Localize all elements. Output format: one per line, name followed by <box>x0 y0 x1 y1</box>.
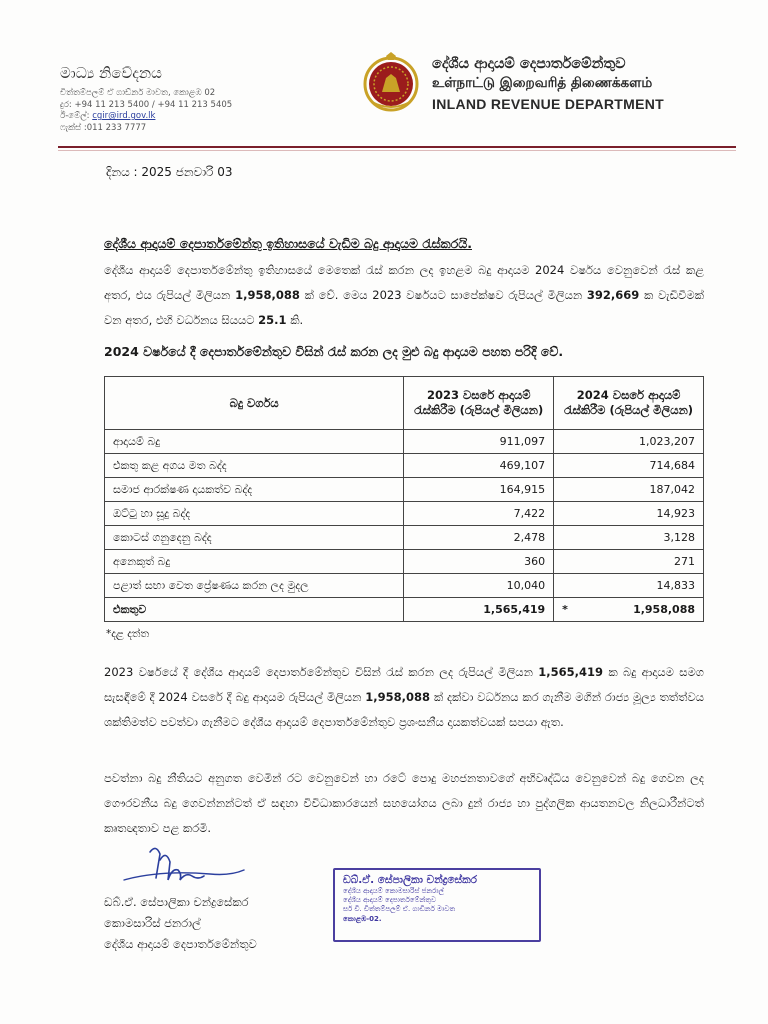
total-2024-cell <box>554 598 704 622</box>
total-2024-value: 1,958,088 <box>633 603 695 616</box>
tax-type-cell: ඔට්ටු හා සූදු බද්ද <box>105 502 404 526</box>
table-row <box>105 574 704 598</box>
email-label: ඊ-මේල්: <box>60 111 90 121</box>
total-label-cell: එකතුව <box>105 598 404 622</box>
header-2024: 2024 වසරේ ආදායම් රැස්කිරීම (රුපියල් මිලියන) <box>554 377 704 430</box>
p1-text-a: දේශීය ආදායම් දෙපාර්තමේන්තු ඉතිහාසයේ මෙතෙක් රැස් කරන ලද ඉහළම බදු ආදායම 2024 වර්ෂය වෙනුවෙන් රැස් කළ අතර, එය රුපියල් මිලියන <box>104 263 704 302</box>
tax-type-cell: ආදායම් බදු <box>105 430 404 454</box>
stamp-name: ඩබ්.ඒ. සේපාලිකා චන්ද්‍රසේකර <box>343 874 477 886</box>
table-row <box>105 430 704 454</box>
value-2023-cell: 469,107 <box>404 454 554 478</box>
value-2024-cell: 271 <box>554 550 704 574</box>
signatory-name: ඩබ්.ඒ. සේපාලිකා චන්ද්‍රසේකර <box>104 895 249 909</box>
paragraph-comparison <box>104 660 704 735</box>
p1-text-c: ක් වේ. මෙය 2023 වර්ෂයට සාපේක්ෂව රුපියල් මිලියන <box>299 288 587 302</box>
revenue-table <box>104 376 704 622</box>
dept-name-english: INLAND REVENUE DEPARTMENT <box>432 96 665 112</box>
handwritten-signature-icon <box>120 840 250 888</box>
header-divider <box>58 146 736 148</box>
table-row <box>105 502 704 526</box>
value-2024-cell: 714,684 <box>554 454 704 478</box>
signatory-department: දේශීය ආදායම් දෙපාර්තමේන්තුව <box>104 937 257 951</box>
paragraph-thanks: පවත්නා බදු නීතියට අනුගත වෙමින් රට වෙනුවෙන් හා රටේ පොදු මහජනතාවගේ අභිවෘද්ධිය වෙනුවෙන් බදු ගෙවන ලද ගෞරවනීය බදු ගෙවන්නන්ටත් ඒ සඳහා විවිධාකාරයෙන් සහයෝගය ලබා දුන් රාජ්‍ය හා පුද්ගලික ආයතනවල නිලධාරීන්ටත් කෘතඥතාව පළ කරමි. <box>104 771 704 835</box>
p1-text-g: කි. <box>286 313 304 327</box>
stamp-line-3: සර් චි. චිත්තම්පලම් ඒ. ගාඩිනර් මාවත <box>343 905 456 913</box>
department-names <box>432 56 732 112</box>
value-2023-cell: 10,040 <box>404 574 554 598</box>
stamp-line-2: දේශීය ආදායම් දෙපාර්තමේන්තුව <box>343 896 437 904</box>
value-2024-cell: 187,042 <box>554 478 704 502</box>
value-2024-cell: 14,833 <box>554 574 704 598</box>
release-date: දිනය : 2025 ජනවාරි 03 <box>106 165 233 179</box>
paragraph-summary <box>104 258 704 333</box>
phone-line: දුර: +94 11 213 5400 / +94 11 213 5405 <box>60 99 233 110</box>
tax-type-cell: අනෙකුත් බදු <box>105 550 404 574</box>
tax-type-cell: එකතු කළ අගය මත බද්ද <box>105 454 404 478</box>
table-intro: 2024 වර්ෂයේ දී දෙපාර්තමේන්තුව විසින් රැස් කරන ලද මුළු බදු ආදායම පහත පරිදි වේ. <box>104 344 564 359</box>
value-2024-cell: 14,923 <box>554 502 704 526</box>
dept-name-tamil: உள்நாட்டு இறைவரித் திணைக்களம் <box>432 75 653 91</box>
provisional-mark: * <box>562 603 568 616</box>
p2-total-2023: 1,565,419 <box>538 665 603 679</box>
email-line <box>60 111 360 123</box>
tax-type-cell: සමාජ ආරක්ෂණ දායකත්ව බද්ද <box>105 478 404 502</box>
table-row <box>105 526 704 550</box>
value-2023-cell: 911,097 <box>404 430 554 454</box>
address-line: චිත්තම්පලම් ඒ ගාඩ්නර් මාවත, කොළඹ 02 <box>60 88 216 98</box>
p1-growth-percent: 25.1 <box>258 313 287 327</box>
p2-text-c: ක බදු ආදායම සමග සැසඳීමේ දී 2024 වසරේ දී බදු ආදායම රුපියල් මිලියන <box>104 665 705 704</box>
media-release-label: මාධ්‍ය නිවේදනය <box>60 64 162 82</box>
p2-text-e: ක් දක්වා වර්ධනය කර ගැනීම මගින් රාජ්‍ය මූල්‍ය තත්ත්වය ශක්තිමත්ව පවත්වා ගැනීමට දේශීය ආදායම් දෙපාර්තමේන්තුව ප්‍රශංසනීය දායකත්වයක් සපයා ඇත. <box>104 690 704 729</box>
header-2023: 2023 වසරේ ආදායම් රැස්කිරීම (රුපියල් මිලියන) <box>404 377 554 430</box>
table-row <box>105 550 704 574</box>
total-2023-cell: 1,565,419 <box>404 598 554 622</box>
table-row <box>105 454 704 478</box>
value-2024-cell: 1,023,207 <box>554 430 704 454</box>
header-tax-type: බදු වර්ගය <box>105 377 404 430</box>
table-total-row <box>105 598 704 622</box>
fax-line: ෆැක්ස් :011 233 7777 <box>60 122 147 133</box>
p1-increase: 392,669 <box>586 288 640 302</box>
value-2023-cell: 7,422 <box>404 502 554 526</box>
p1-total-2024: 1,958,088 <box>235 288 300 302</box>
table-row <box>105 478 704 502</box>
p1-text-e: ක වැඩිවීමක් වන අතර, එහි වර්ධනය සියයට <box>104 288 704 327</box>
signatory-block <box>104 892 257 955</box>
table-header-row <box>105 377 704 430</box>
email-link[interactable]: cgir@ird.gov.lk <box>92 111 156 121</box>
provisional-footnote: *දළ දත්ත <box>106 628 149 640</box>
p2-text-a: 2023 වර්ෂයේ දී දේශීය ආදායම් දෙපාර්තමේන්තුව විසින් රැස් කරන ලද රුපියල් මිලියන <box>104 665 539 679</box>
value-2023-cell: 360 <box>404 550 554 574</box>
stamp-line-4: කොළඹ-02. <box>343 915 382 923</box>
header-contact-block <box>60 64 360 134</box>
tax-type-cell: පළාත් සභා වෙත ප්‍රේෂණය කරන ලද මුදල <box>105 574 404 598</box>
official-stamp <box>333 868 541 942</box>
stamp-line-1: දේශීය ආදායම් කොමසාරිස් ජනරාල් <box>343 887 444 895</box>
value-2023-cell: 164,915 <box>404 478 554 502</box>
header-divider-shadow <box>58 150 736 151</box>
p2-total-2024: 1,958,088 <box>365 690 431 704</box>
value-2024-cell: 3,128 <box>554 526 704 550</box>
dept-name-sinhala: දේශීය ආදායම් දෙපාර්තමේන්තුව <box>432 56 626 72</box>
release-title: දේශීය ආදායම් දෙපාර්තමේන්තු ඉතිහාසයේ වැඩිම බදු ආදායම රැස්කරයි. <box>104 236 472 251</box>
national-emblem-icon <box>362 52 420 114</box>
tax-type-cell: කොටස් ගනුදෙනු බද්ද <box>105 526 404 550</box>
signatory-title: කොමසාරිස් ජනරාල් <box>104 916 201 930</box>
value-2023-cell: 2,478 <box>404 526 554 550</box>
